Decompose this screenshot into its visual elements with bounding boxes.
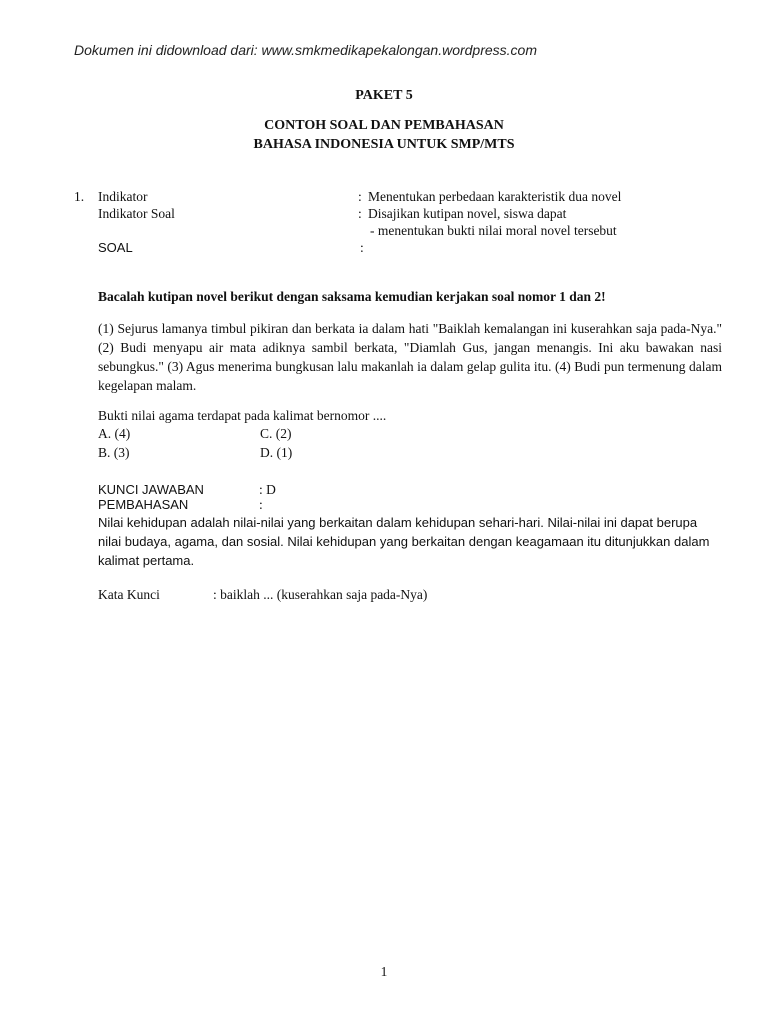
soal-label: SOAL (98, 240, 133, 255)
kata-kunci-label: Kata Kunci (98, 587, 160, 602)
question-number: 1. (74, 189, 85, 204)
option-d: D. (1) (260, 445, 293, 460)
pembahasan-text: Nilai kehidupan adalah nilai-nilai yang berkaitan dalam kehidupan sehari-hari. Nilai-nilai ini dapat berupa nilai budaya, agama, dan sosial. Nilai kehidupan yang berkaitan dengan keagamaan itu ditunjukkan dalam kalimat pertama. (98, 515, 710, 568)
novel-passage: (1) Sejurus lamanya timbul pikiran dan berkata ia dalam hati "Baiklah kemalangan ini kuserahkan saja pada-Nya." (2) Budi menyapu air mata adiknya sambil berkata, "Diamlah Gus, jangan menangis. Ini aku bawakan nasi sebungkus." (3) Agus menerima bungkusan lalu makanlah ia dalam gelap gulita itu. (4) Budi pun termenung dalam kegelapan malam. (98, 321, 722, 393)
instruction-text: Bacalah kutipan novel berikut dengan saksama kemudian kerjakan soal nomor 1 dan 2! (98, 289, 606, 304)
option-c: C. (2) (260, 426, 292, 441)
kata-kunci-value: : baiklah ... (kuserahkan saja pada-Nya) (213, 587, 428, 602)
indikator-soal-value: Disajikan kutipan novel, siswa dapat (368, 206, 567, 221)
option-b: B. (3) (98, 445, 130, 460)
option-a: A. (4) (98, 426, 131, 441)
kunci-jawaban-value: : D (259, 482, 276, 497)
soal-colon: : (360, 240, 364, 255)
question-prompt: Bukti nilai agama terdapat pada kalimat bernomor .... (98, 408, 387, 423)
page-number: 1 (380, 964, 388, 979)
pembahasan-label: PEMBAHASAN (98, 497, 189, 512)
download-source-note: Dokumen ini didownload dari: www.smkmedikapekalongan.wordpress.com (74, 42, 537, 58)
indikator-value: Menentukan perbedaan karakteristik dua novel (368, 189, 622, 204)
indikator-soal-label: Indikator Soal (98, 206, 175, 221)
indikator-soal-value-detail: - menentukan bukti nilai moral novel tersebut (370, 223, 617, 238)
kunci-jawaban-label: KUNCI JAWABAN (98, 482, 204, 497)
indikator-colon: : (358, 189, 362, 204)
pembahasan-colon: : (259, 497, 263, 512)
doc-title-line1: CONTOH SOAL DAN PEMBAHASAN (264, 118, 504, 133)
doc-title-line2: BAHASA INDONESIA UNTUK SMP/MTS (253, 137, 515, 152)
indikator-label: Indikator (98, 189, 148, 204)
indikator-soal-colon: : (358, 206, 362, 221)
paket-title: PAKET 5 (355, 88, 413, 103)
